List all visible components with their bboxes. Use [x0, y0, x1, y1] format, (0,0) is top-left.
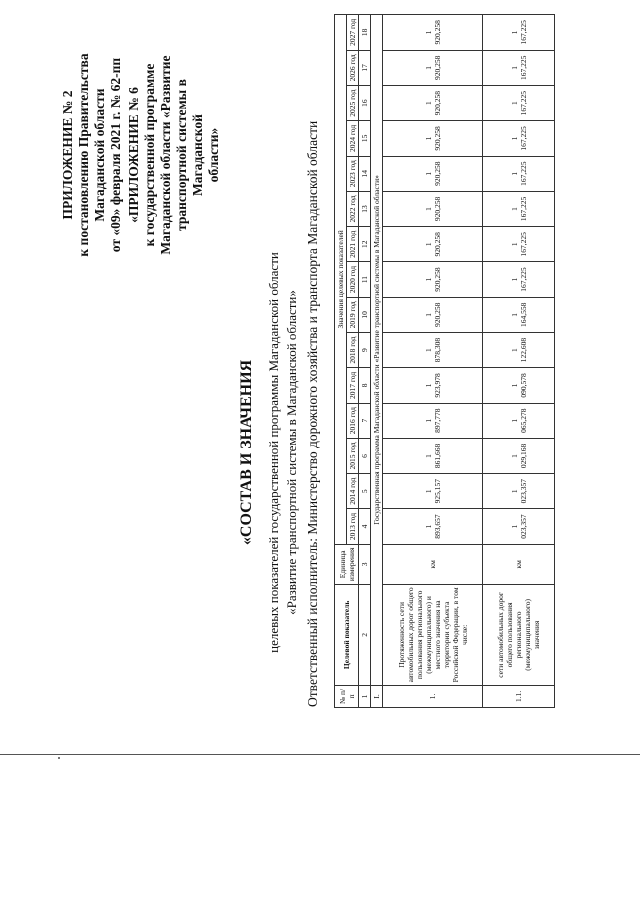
- col-header-year: 2014 год: [347, 474, 359, 509]
- value-text: 122,608: [518, 337, 528, 363]
- document-subtitle: целевых показателей государственной программы Магаданской области: [266, 252, 281, 653]
- value-text: 023,357: [518, 514, 528, 539]
- value-cell: [383, 297, 483, 332]
- value-cell: [483, 474, 555, 509]
- value-cell: [483, 509, 555, 544]
- column-number: 6: [359, 438, 371, 473]
- col-header-year: 2024 год: [347, 121, 359, 156]
- value-cell: [483, 156, 555, 191]
- value-prefix: 1: [509, 312, 519, 317]
- appendix-ref-line: к постановлению Правительства: [76, 53, 91, 257]
- value-cell: [383, 368, 483, 403]
- col-header-year: 2025 год: [347, 86, 359, 121]
- column-number: 12: [359, 227, 371, 262]
- column-number: 11: [359, 262, 371, 297]
- value-prefix: 1: [509, 524, 519, 529]
- value-text: 167,225: [518, 161, 528, 186]
- value-text: 065,278: [518, 408, 528, 433]
- value-text: 920,258: [432, 267, 442, 292]
- value-text: 893,657: [432, 514, 442, 539]
- value-prefix: 1: [423, 30, 433, 35]
- appendix-ref-line: транспортной системы в Магаданской: [174, 79, 205, 231]
- value-prefix: 1: [423, 312, 433, 317]
- indicator-name: сети автомобильных дорог общего пользования регионального (межмуниципального) значения: [483, 584, 555, 685]
- value-prefix: 1: [423, 383, 433, 388]
- value-prefix: 1: [423, 65, 433, 70]
- value-cell: [383, 262, 483, 297]
- value-prefix: 1: [509, 207, 519, 211]
- value-prefix: 1: [423, 242, 433, 247]
- value-prefix: 1: [509, 136, 519, 141]
- col-header-year: 2013 год: [347, 509, 359, 544]
- value-text: 167,225: [518, 55, 528, 81]
- appendix-ref-line: Магаданской области: [92, 88, 107, 222]
- value-prefix: 1: [423, 101, 433, 106]
- col-header-year: 2027 год: [347, 15, 359, 51]
- value-cell: [383, 332, 483, 367]
- value-text: 897,778: [432, 408, 442, 433]
- value-text: 029,168: [518, 443, 528, 469]
- value-prefix: 1: [509, 242, 519, 247]
- value-text: 090,578: [518, 373, 528, 398]
- row-number: 1.: [383, 685, 483, 707]
- col-header-year: 2021 год: [347, 227, 359, 262]
- unit-cell: км: [483, 544, 555, 584]
- value-prefix: 1: [509, 277, 519, 282]
- col-header-year: 2022 год: [347, 191, 359, 226]
- col-header-year: 2017 год: [347, 368, 359, 403]
- table-row: [383, 15, 483, 708]
- value-cell: [383, 509, 483, 544]
- column-number: 4: [359, 509, 371, 544]
- value-cell: [483, 121, 555, 156]
- column-number: 13: [359, 191, 371, 226]
- appendix-ref-line: области»: [206, 127, 221, 183]
- row-number: 1.1.: [483, 685, 555, 707]
- value-cell: [483, 15, 555, 51]
- column-number: 7: [359, 403, 371, 438]
- indicators-table: [334, 14, 555, 708]
- appendix-title: ПРИЛОЖЕНИЕ № 2: [60, 90, 75, 220]
- value-cell: [483, 438, 555, 473]
- document-subtitle: «Развитие транспортной системы в Магаданской области»: [284, 290, 299, 615]
- value-prefix: 1: [423, 171, 433, 176]
- value-text: 861,668: [432, 443, 442, 469]
- value-cell: [383, 156, 483, 191]
- value-text: 920,258: [432, 90, 442, 116]
- page-divider-line: [0, 754, 640, 755]
- value-cell: [383, 15, 483, 51]
- value-cell: [483, 262, 555, 297]
- column-number: 2: [359, 584, 371, 685]
- value-text: 167,225: [518, 196, 528, 222]
- table-row: [483, 15, 555, 708]
- col-header-year: 2018 год: [347, 332, 359, 367]
- value-cell: [483, 403, 555, 438]
- value-cell: [483, 50, 555, 85]
- unit-cell: км: [383, 544, 483, 584]
- section-label: Государственная программа Магаданской области «Развитие транспортной системы в Магаданской области»: [371, 15, 383, 686]
- value-cell: [483, 332, 555, 367]
- section-row: [371, 15, 383, 708]
- appendix-ref-line: Магаданской области «Развитие: [158, 55, 173, 255]
- value-cell: [383, 191, 483, 226]
- value-prefix: 1: [423, 207, 433, 211]
- column-number: 10: [359, 297, 371, 332]
- value-text: 920,258: [432, 126, 442, 151]
- col-header-unit: Единица измерения: [335, 544, 359, 584]
- value-cell: [483, 368, 555, 403]
- value-text: 920,258: [432, 232, 442, 257]
- column-number: 14: [359, 156, 371, 191]
- value-prefix: 1: [423, 136, 433, 141]
- document-title: «СОСТАВ И ЗНАЧЕНИЯ: [238, 359, 255, 546]
- value-text: 920,258: [432, 55, 442, 81]
- value-text: 925,157: [432, 479, 442, 504]
- column-number: 8: [359, 368, 371, 403]
- column-number: 16: [359, 86, 371, 121]
- value-text: 167,225: [518, 90, 528, 116]
- value-text: 923,978: [432, 373, 442, 398]
- value-text: 920,258: [432, 196, 442, 222]
- indicator-name: Протяженность сети автомобильных дорог общего пользования регионального (межмуниципального) и местного значения на территории субъекта Российской Федерации, в том числе:: [383, 584, 483, 685]
- value-prefix: 1: [509, 489, 519, 494]
- value-cell: [483, 86, 555, 121]
- value-cell: [383, 50, 483, 85]
- col-header-year: 2016 год: [347, 403, 359, 438]
- scan-speck: [58, 757, 60, 759]
- col-header-year: 2020 год: [347, 262, 359, 297]
- column-number: 5: [359, 474, 371, 509]
- value-text: 920,258: [432, 302, 442, 328]
- value-cell: [483, 227, 555, 262]
- value-prefix: 1: [423, 418, 433, 423]
- appendix-header: [60, 45, 222, 265]
- section-number: I.: [371, 685, 383, 707]
- value-text: 167,225: [518, 126, 528, 151]
- value-cell: [383, 403, 483, 438]
- value-cell: [383, 438, 483, 473]
- value-prefix: 1: [509, 101, 519, 106]
- value-cell: [483, 191, 555, 226]
- value-text: 920,258: [432, 20, 442, 45]
- col-header-indicator: Целевой показатель: [335, 584, 359, 685]
- value-text: 167,225: [518, 20, 528, 45]
- value-cell: [383, 227, 483, 262]
- col-header-num: № п/п: [335, 685, 359, 707]
- value-cell: [383, 86, 483, 121]
- value-prefix: 1: [423, 348, 433, 352]
- col-header-year: 2019 год: [347, 297, 359, 332]
- appendix-date-line: от «09» февраля 2021 г. № 62-пп: [108, 57, 123, 253]
- col-header-year: 2015 год: [347, 438, 359, 473]
- responsible-executor: Ответственный исполнитель: Министерство дорожного хозяйства и транспорта Магаданской области: [305, 120, 320, 707]
- appendix-subtitle: «ПРИЛОЖЕНИЕ № 6: [126, 87, 141, 223]
- value-text: 878,308: [432, 337, 442, 363]
- value-text: 164,558: [518, 302, 528, 328]
- value-prefix: 1: [509, 418, 519, 423]
- value-text: 167,225: [518, 232, 528, 257]
- value-prefix: 1: [509, 30, 519, 35]
- value-cell: [383, 474, 483, 509]
- col-header-year: 2023 год: [347, 156, 359, 191]
- value-prefix: 1: [509, 454, 519, 458]
- value-text: 167,225: [518, 267, 528, 292]
- column-number: 17: [359, 50, 371, 85]
- value-prefix: 1: [509, 348, 519, 352]
- value-prefix: 1: [423, 489, 433, 494]
- col-header-values-group: Значения целевых показателей: [335, 15, 347, 545]
- value-text: 023,357: [518, 479, 528, 504]
- value-prefix: 1: [423, 524, 433, 529]
- value-prefix: 1: [509, 65, 519, 70]
- appendix-ref-line: к государственной программе: [142, 63, 157, 247]
- value-prefix: 1: [509, 171, 519, 176]
- value-cell: [483, 297, 555, 332]
- value-text: 920,258: [432, 161, 442, 186]
- column-number: 1: [359, 685, 371, 707]
- value-prefix: 1: [423, 277, 433, 282]
- column-number: 9: [359, 332, 371, 367]
- value-prefix: 1: [423, 454, 433, 458]
- column-number: 18: [359, 15, 371, 51]
- column-number: 3: [359, 544, 371, 584]
- value-cell: [383, 121, 483, 156]
- column-number: 15: [359, 121, 371, 156]
- value-prefix: 1: [509, 383, 519, 388]
- col-header-year: 2026 год: [347, 50, 359, 85]
